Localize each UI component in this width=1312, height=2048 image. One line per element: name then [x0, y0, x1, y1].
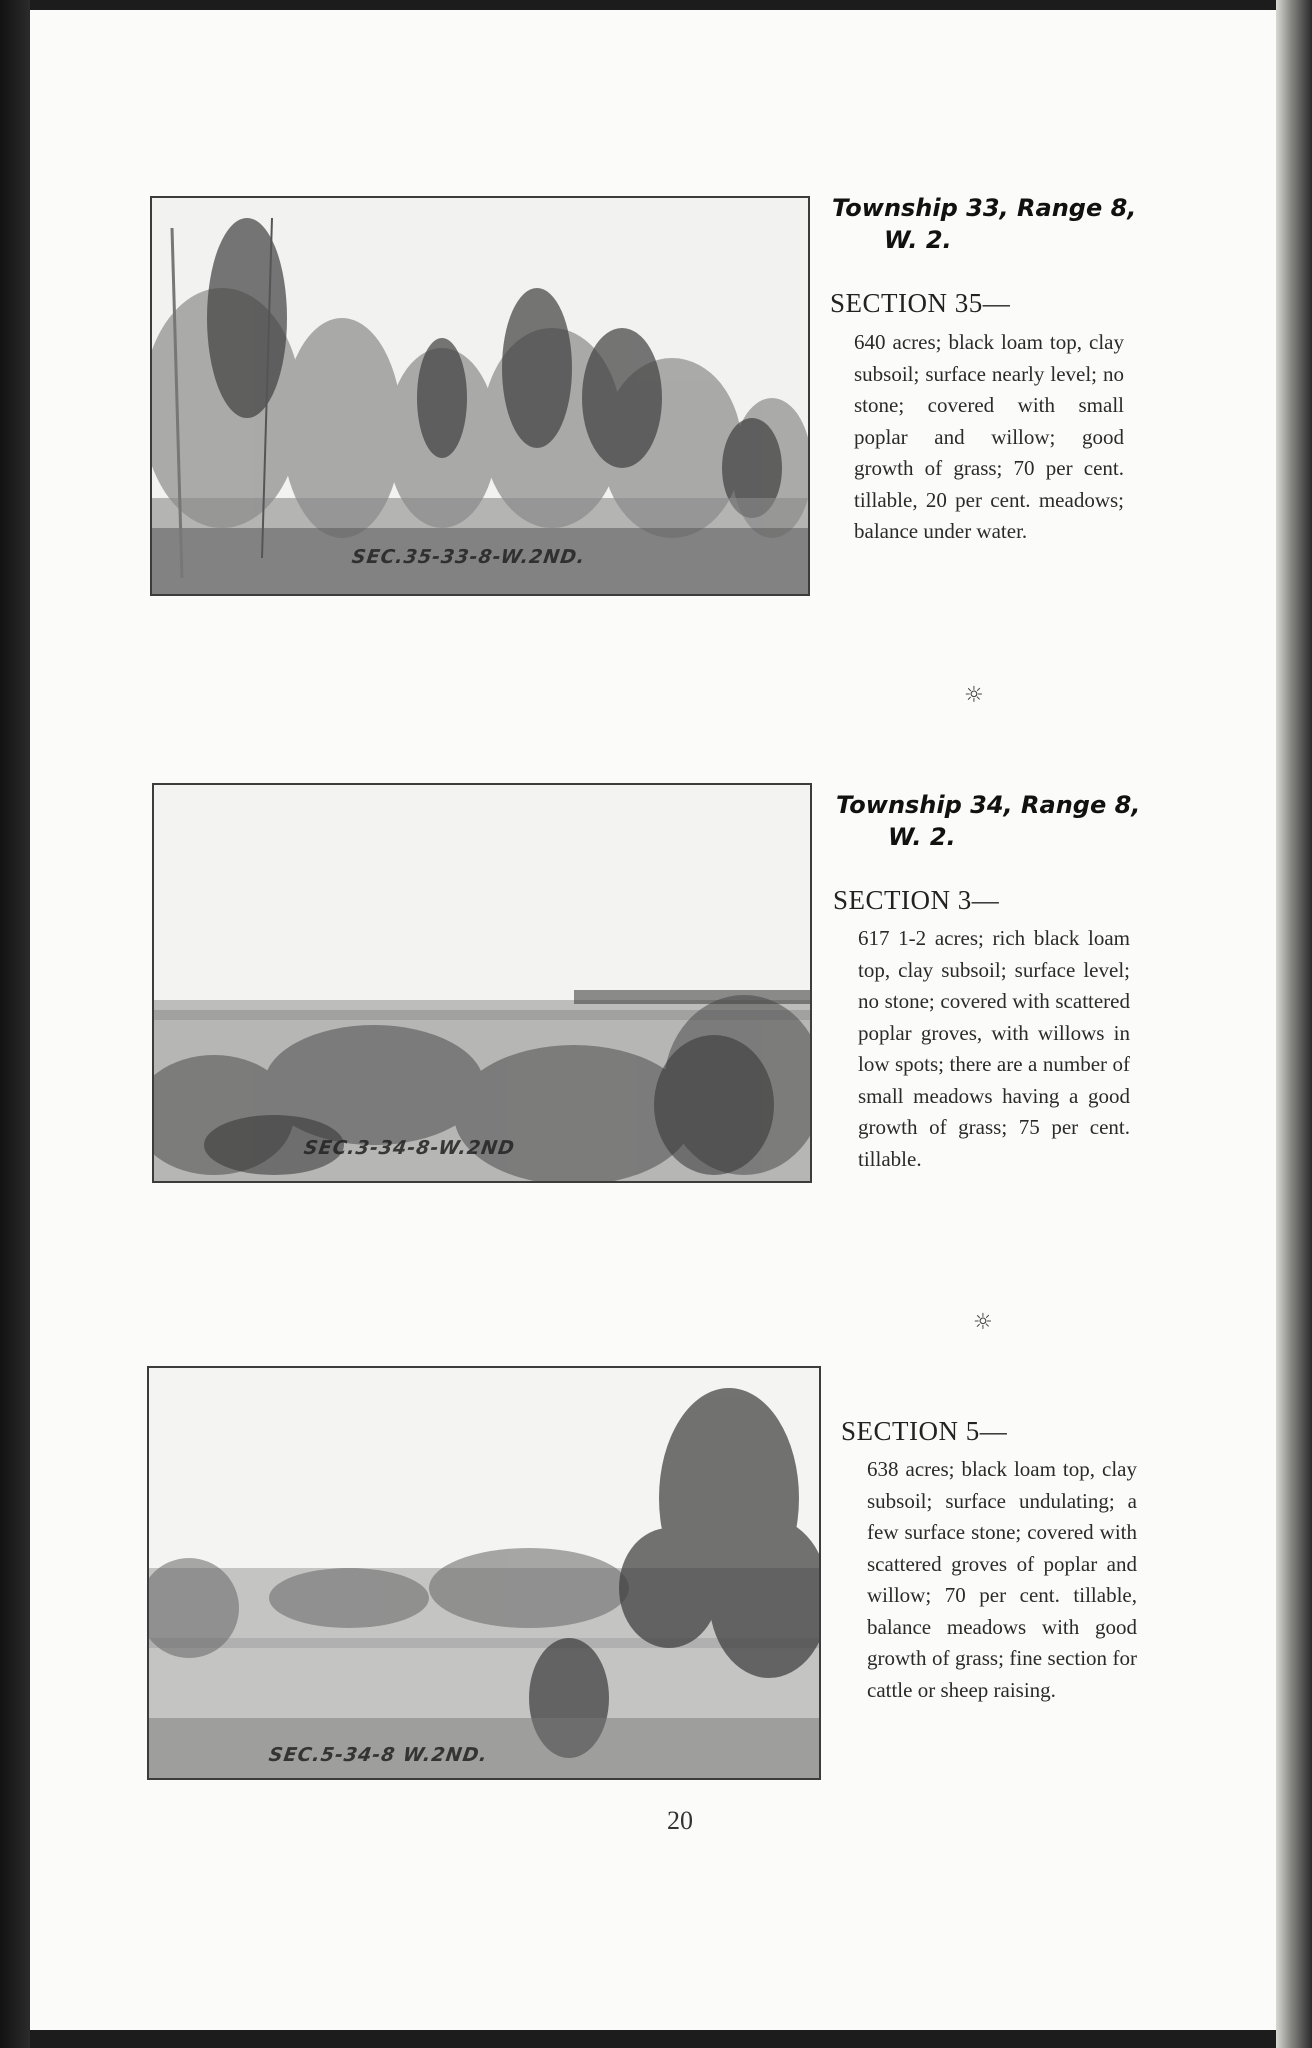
ornament-sun-icon: ☼ — [964, 683, 984, 708]
heading-line: W. 2. — [884, 226, 952, 254]
section-label: SECTION 35— — [830, 288, 1011, 318]
heading-line: Township 33, Range 8, — [832, 194, 1137, 222]
township-heading — [832, 192, 1136, 256]
photo-section-35 — [150, 196, 810, 596]
heading-line: Township 34, Range 8, — [836, 791, 1141, 819]
photo-caption: SEC.3-34-8-W.2ND — [302, 1137, 517, 1159]
page-number: 20 — [667, 1806, 693, 1835]
photo-caption: SEC.5-34-8 W.2ND. — [267, 1744, 490, 1766]
scan-right-shadow — [1276, 0, 1312, 2048]
section-description: 638 acres; black loam top, clay subsoil; surface undulating; a few surface stone; covered with scattered groves of poplar and willow; 70 per cent. tillable, balance meadows with good growth of grass; fine section for cattle or sheep raising. — [867, 1457, 1137, 1702]
township-heading — [836, 789, 1140, 853]
section-label: SECTION 3— — [833, 885, 1000, 915]
scan-left-edge — [0, 0, 30, 2048]
photo-caption: SEC.35-33-8-W.2ND. — [350, 546, 587, 568]
heading-line: W. 2. — [888, 823, 956, 851]
landscape-image — [154, 785, 810, 1181]
photo-section-3 — [152, 783, 812, 1183]
landscape-image — [152, 198, 808, 594]
section-label: SECTION 5— — [841, 1416, 1008, 1446]
photo-section-5 — [147, 1366, 821, 1780]
landscape-image — [149, 1368, 819, 1778]
section-description: 617 1-2 acres; rich black loam top, clay subsoil; surface level; no stone; covered with scattered poplar groves, with willows in low spots; there are a number of small meadows having a good growth of grass; 75 per cent. tillable. — [858, 926, 1130, 1171]
section-description: 640 acres; black loam top, clay subsoil; surface nearly level; no stone; covered with small poplar and willow; good growth of grass; 70 per cent. tillable, 20 per cent. meadows; balance under water. — [854, 330, 1124, 543]
ornament-sun-icon: ☼ — [973, 1310, 993, 1335]
